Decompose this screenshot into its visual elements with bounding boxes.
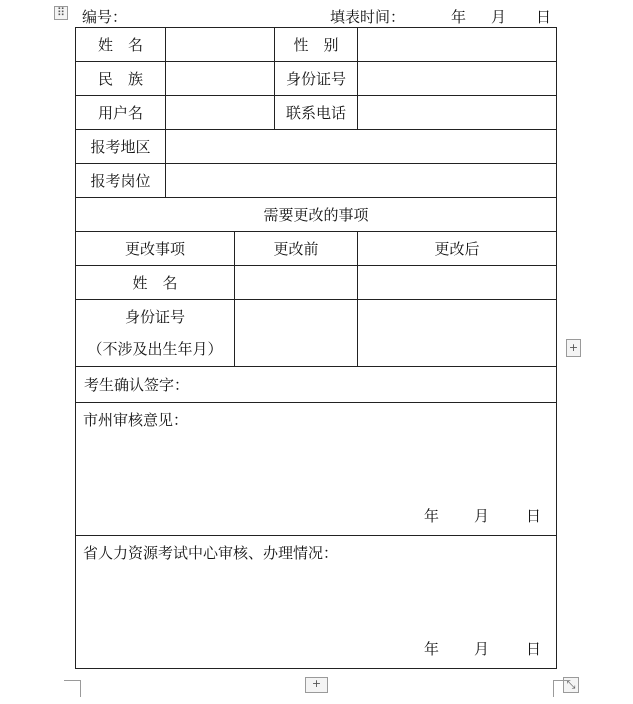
table-resize-handle[interactable]: ⤡: [563, 677, 579, 693]
city-review-year: 年: [424, 507, 440, 525]
exam-region-field[interactable]: [166, 130, 557, 164]
id-number-field[interactable]: [358, 62, 557, 96]
name-field[interactable]: [166, 28, 275, 62]
crop-mark-left: [64, 680, 81, 697]
change-id-label: 身份证号: [124, 308, 185, 326]
exam-position-label: 报考岗位: [76, 164, 166, 198]
header-year: 年: [451, 8, 467, 26]
add-row-button[interactable]: +: [305, 677, 328, 693]
change-item-header: 更改事项: [76, 232, 235, 266]
name-label: 姓 名: [76, 28, 166, 62]
ethnicity-label: 民 族: [76, 62, 166, 96]
change-id-label-cell: [76, 300, 235, 367]
username-label: 用户名: [76, 96, 166, 130]
exam-region-label: 报考地区: [76, 130, 166, 164]
exam-position-field[interactable]: [166, 164, 557, 198]
changes-section-title: 需要更改的事项: [76, 198, 557, 232]
province-review-day: 日: [526, 640, 542, 658]
name-before-field[interactable]: [235, 266, 358, 300]
id-number-label: 身份证号: [275, 62, 358, 96]
city-review-month: 月: [474, 507, 490, 525]
add-column-button[interactable]: +: [566, 339, 581, 357]
province-review-month: 月: [474, 640, 490, 658]
province-review-cell[interactable]: [76, 536, 557, 669]
ethnicity-field[interactable]: [166, 62, 275, 96]
gender-label: 性 别: [275, 28, 358, 62]
change-request-form-table: [75, 27, 557, 669]
province-review-year: 年: [424, 640, 440, 658]
id-before-field[interactable]: [235, 300, 358, 367]
number-label: 编号：: [82, 8, 128, 26]
phone-field[interactable]: [358, 96, 557, 130]
name-after-field[interactable]: [358, 266, 557, 300]
change-id-note: （不涉及出生年月）: [87, 340, 223, 358]
table-move-handle[interactable]: ⠿: [54, 6, 68, 20]
id-after-field[interactable]: [358, 300, 557, 367]
header-day: 日: [536, 8, 552, 26]
change-name-label: 姓 名: [76, 266, 235, 300]
city-review-cell[interactable]: [76, 403, 557, 536]
gender-field[interactable]: [358, 28, 557, 62]
username-field[interactable]: [166, 96, 275, 130]
fill-time-label: 填表时间：: [330, 8, 406, 26]
city-review-label: 市州审核意见：: [83, 411, 189, 429]
candidate-signature-label[interactable]: 考生确认签字：: [76, 367, 557, 403]
city-review-day: 日: [526, 507, 542, 525]
before-change-header: 更改前: [235, 232, 358, 266]
phone-label: 联系电话: [275, 96, 358, 130]
header-month: 月: [491, 8, 507, 26]
after-change-header: 更改后: [358, 232, 557, 266]
province-review-label: 省人力资源考试中心审核、办理情况：: [83, 544, 339, 562]
crop-mark-right: [553, 680, 570, 697]
